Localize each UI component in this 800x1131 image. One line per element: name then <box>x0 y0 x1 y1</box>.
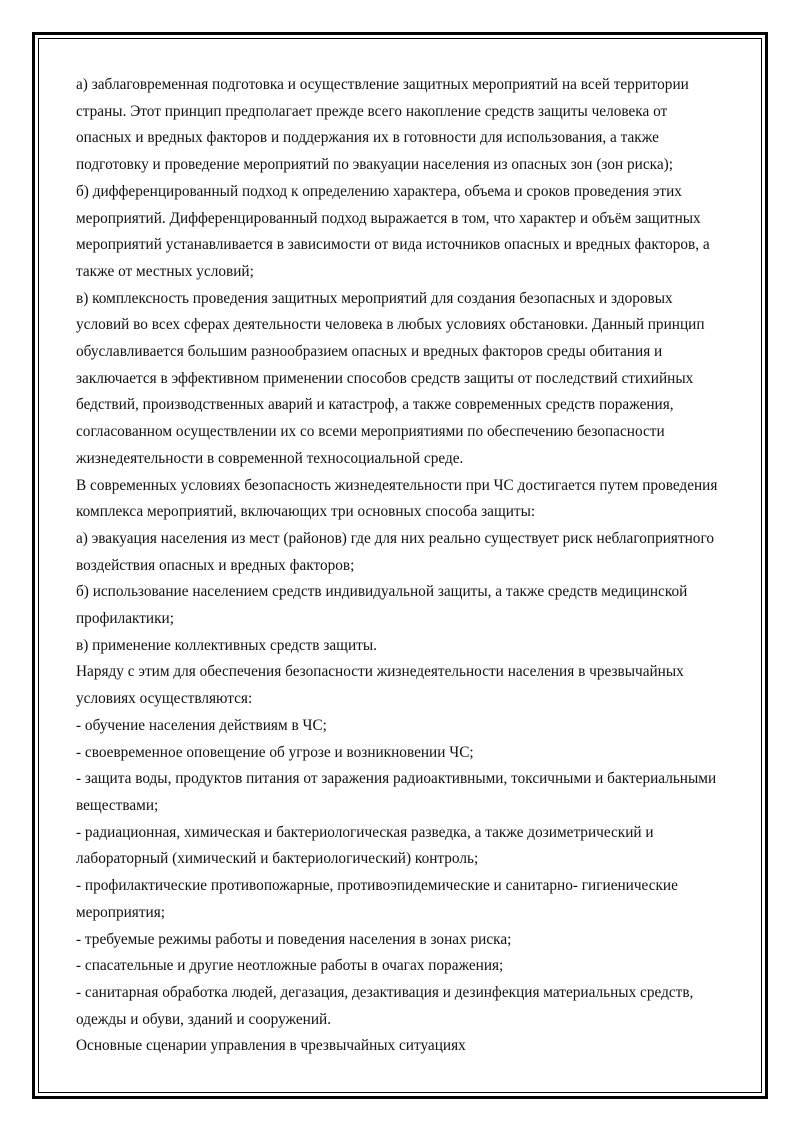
paragraph-protection-principle-c: в) комплексность проведения защитных мероприятий для создания безопасных и здоровых условий во всех сферах деятельности человека в любых условиях обстановки. Данный принцип обуславливается большим разнообразием опасных и вредных факторов среды обитания и заключается в эффективном применении способов средств защиты от последствий стихийных бедствий, производственных аварий и катастроф, а также современных средств поражения, согласованном осуществлении их со всеми мероприятиями по обеспечению безопасности жизнедеятельности в современной техносоциальной среде. <box>76 289 705 467</box>
list-item-reconnaissance: - радиационная, химическая и бактериологическая разведка, а также дозиметрический и лабораторный (химический и бактериологический) контроль; <box>76 823 654 868</box>
list-item-training: - обучение населения действиям в ЧС; <box>76 716 327 734</box>
paragraph-method-evacuation: а) эвакуация населения из мест (районов) где для них реально существует риск неблагоприятного воздействия опасных и вредных факторов; <box>76 529 715 574</box>
list-item-warning: - своевременное оповещение об угрозе и возникновении ЧС; <box>76 743 474 761</box>
document-body <box>76 72 726 1060</box>
list-item-preventive-measures: - профилактические противопожарные, противоэпидемические и санитарно- гигиенические мероприятия; <box>76 877 678 921</box>
list-item-water-food-protection: - защита воды, продуктов питания от заражения радиоактивными, токсичными и бактериальными веществами; <box>76 770 717 814</box>
section-heading-emergency-scenarios: Основные сценарии управления в чрезвычайных ситуациях <box>76 1037 466 1055</box>
paragraph-protection-principle-a: а) заблаговременная подготовка и осуществление защитных мероприятий на всей территории страны. Этот принцип предполагает прежде всего накопление средств защиты человека от опасных и вредных факторов и поддержания их в готовности для использования, а также подготовку и проведение мероприятий по эвакуации населения из опасных зон (зон риска); <box>76 76 689 174</box>
paragraph-measures-intro: Наряду с этим для обеспечения безопасности жизнедеятельности населения в чрезвычайных условиях осуществляются: <box>76 663 684 708</box>
paragraph-protection-principle-b: б) дифференцированный подход к определению характера, объема и сроков проведения этих мероприятий. Дифференцированный подход выражается в том, что характер и объём защитных мероприятий устанавливается в зависимости от вида источников опасных и вредных факторов, а также от местных условий; <box>76 182 710 280</box>
list-item-sanitary-treatment: - санитарная обработка людей, дегазация, дезактивация и дезинфекция материальных средств, одежды и обуви, зданий и сооружений. <box>76 983 694 1028</box>
paragraph-method-individual-protection: б) использование населением средств индивидуальной защиты, а также средств медицинской профилактики; <box>76 583 688 628</box>
list-item-rescue-works: - спасательные и другие неотложные работы в очагах поражения; <box>76 957 504 975</box>
paragraph-method-collective-protection: в) применение коллективных средств защиты. <box>76 636 377 654</box>
paragraph-protection-methods-intro: В современных условиях безопасность жизнедеятельности при ЧС достигается путем проведения комплекса мероприятий, включающих три основных способа защиты: <box>76 476 718 521</box>
list-item-work-regimes: - требуемые режимы работы и поведения населения в зонах риска; <box>76 930 512 948</box>
